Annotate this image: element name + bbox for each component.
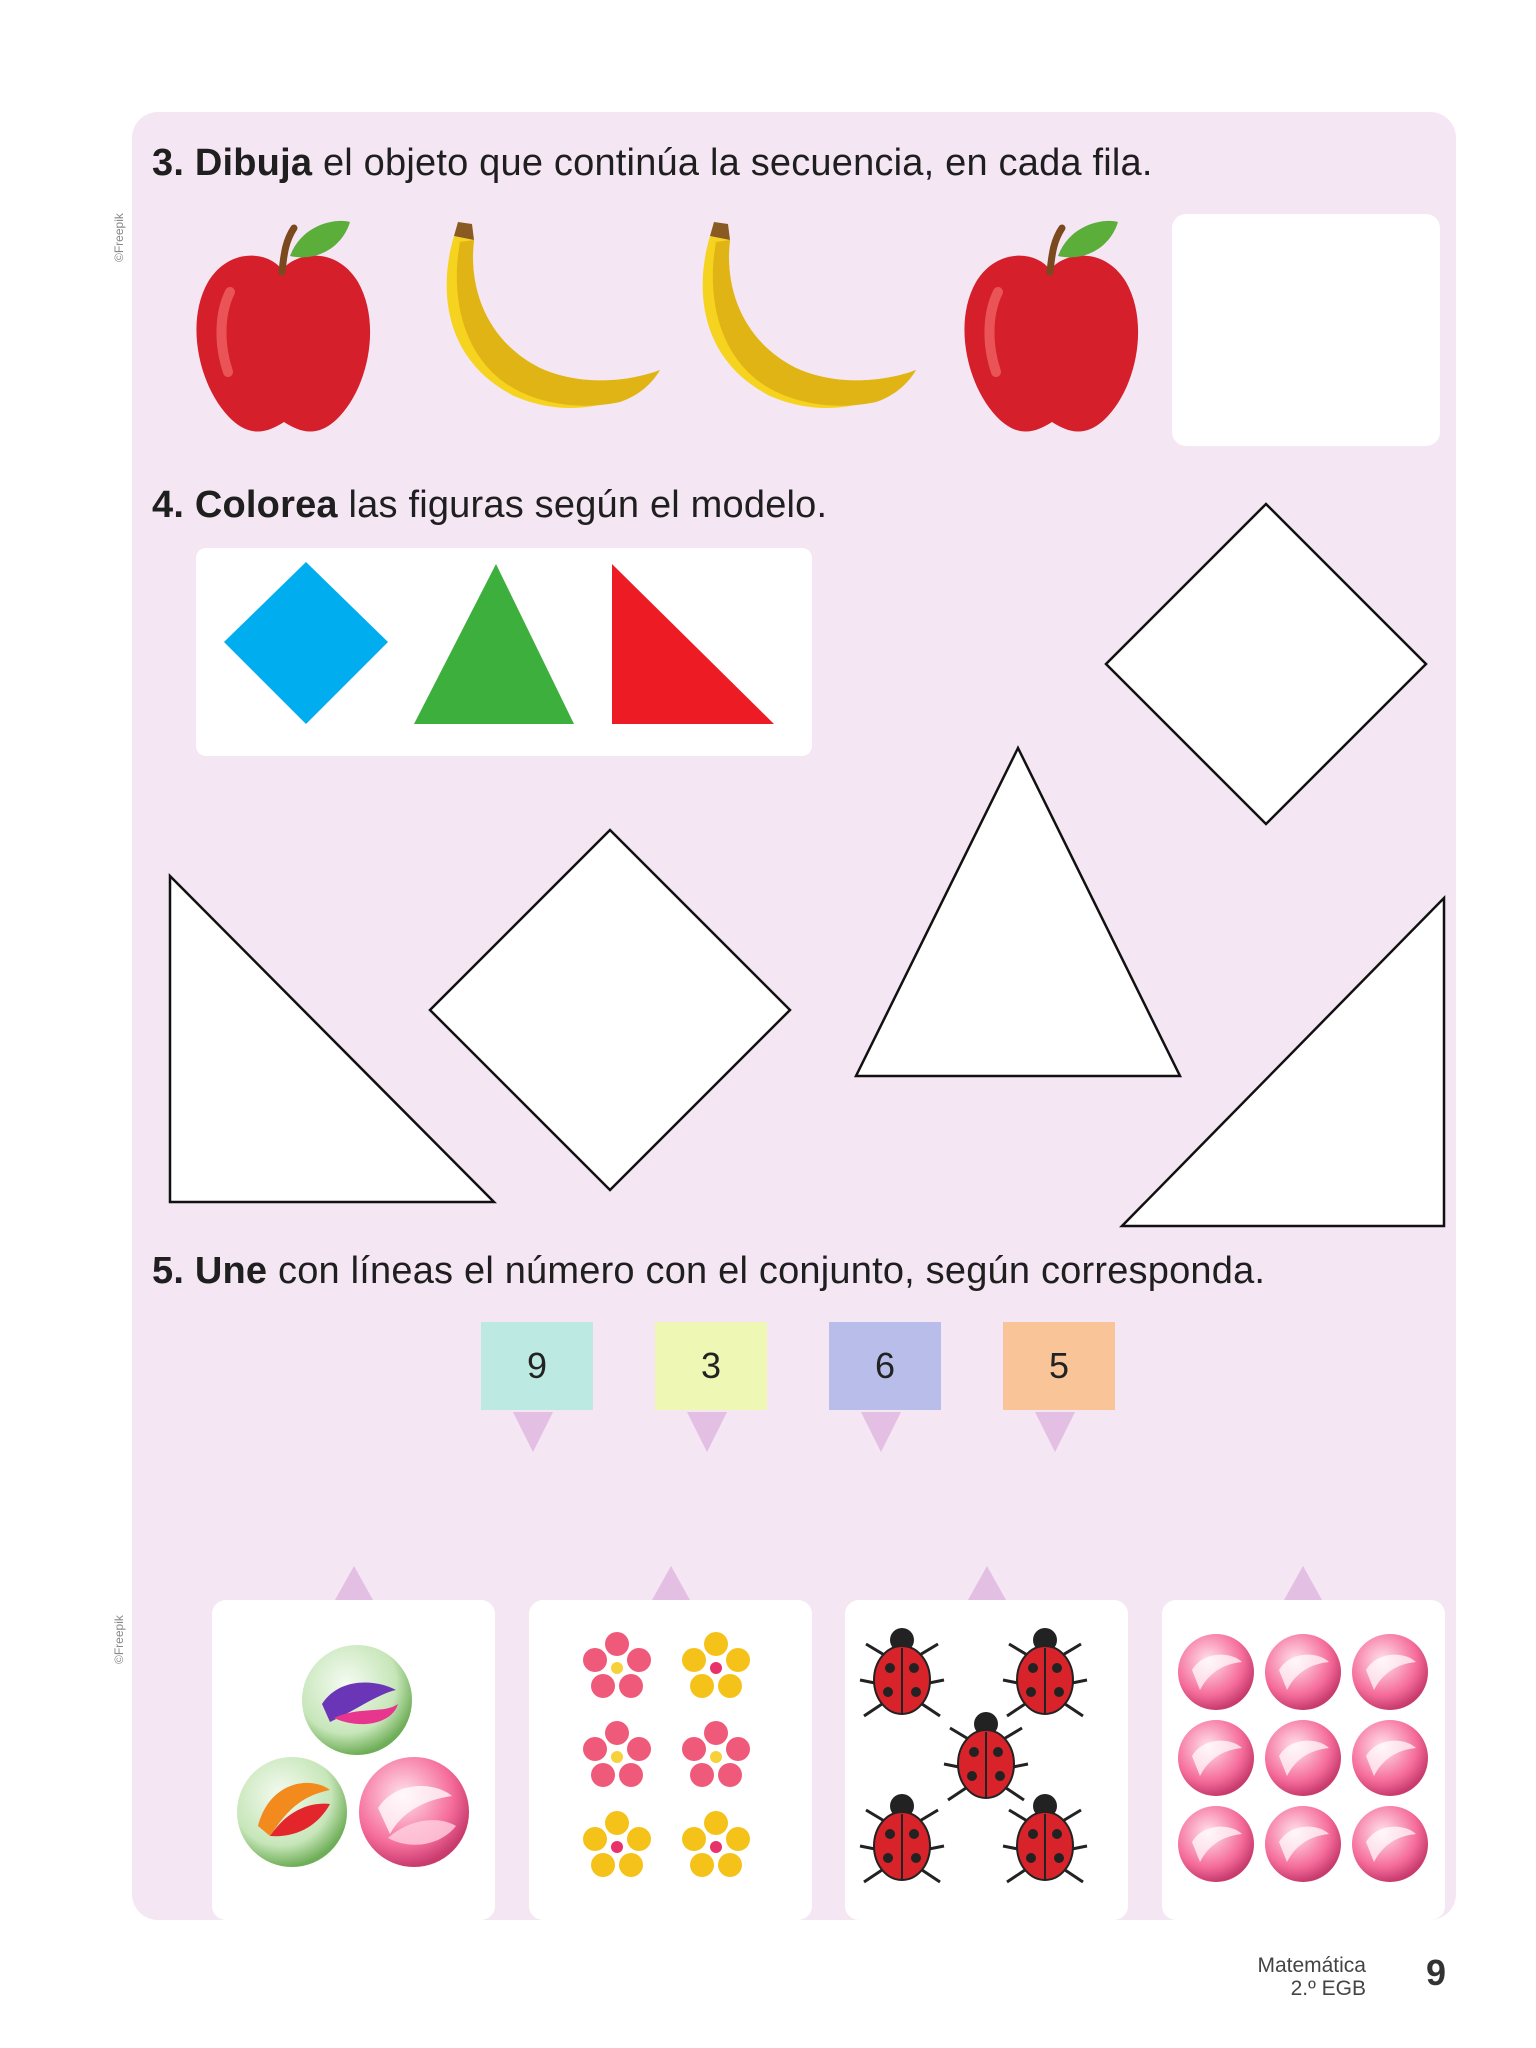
page-number: 9 bbox=[1426, 1952, 1447, 1993]
number-label: 9 bbox=[526, 1345, 548, 1386]
ladybug-icon bbox=[860, 1794, 944, 1882]
exercise-4-verb: Colorea bbox=[194, 484, 338, 526]
marble-icon bbox=[1265, 1634, 1341, 1710]
exercise-3-text: el objeto que continúa la secuencia, en cada fila. bbox=[312, 142, 1153, 184]
marble-icon bbox=[1352, 1720, 1428, 1796]
flower-icon bbox=[682, 1721, 750, 1787]
subject-name: Matemática bbox=[1257, 1954, 1366, 1977]
flower-icon bbox=[682, 1632, 750, 1698]
marble-icon bbox=[1178, 1634, 1254, 1710]
flower-icon bbox=[583, 1632, 651, 1698]
grade-level: 2.º EGB bbox=[1290, 1977, 1366, 2000]
footer-subject bbox=[1257, 1954, 1366, 2000]
exercise-4-text: las figuras según el modelo. bbox=[337, 484, 828, 526]
exercise-5-number: 5. bbox=[152, 1250, 185, 1292]
image-credit-bottom: ©Freepik bbox=[112, 1615, 126, 1664]
exercise-3-number: 3. bbox=[152, 142, 185, 184]
ladybug-icon bbox=[944, 1712, 1028, 1800]
exercise-4-number: 4. bbox=[152, 484, 185, 526]
number-label: 6 bbox=[874, 1345, 896, 1386]
marble-icon bbox=[1352, 1806, 1428, 1882]
marble-icon bbox=[237, 1757, 347, 1867]
exercise-5-text: con líneas el número con el conjunto, según corresponda. bbox=[267, 1250, 1266, 1292]
exercise-3-verb: Dibuja bbox=[194, 142, 313, 184]
flower-icon bbox=[682, 1811, 750, 1877]
ladybug-icon bbox=[1003, 1794, 1087, 1882]
marble-icon bbox=[359, 1757, 469, 1867]
flower-icon bbox=[583, 1721, 651, 1787]
image-credit-top: ©Freepik bbox=[112, 213, 126, 262]
number-label: 5 bbox=[1048, 1345, 1070, 1386]
marble-icon bbox=[1352, 1634, 1428, 1710]
number-label: 3 bbox=[700, 1345, 722, 1386]
marble-icon bbox=[1178, 1720, 1254, 1796]
ladybug-icon bbox=[860, 1628, 944, 1716]
marble-icon bbox=[1265, 1806, 1341, 1882]
marble-icon bbox=[302, 1645, 412, 1755]
exercise-5-verb: Une bbox=[194, 1250, 268, 1292]
flower-icon bbox=[583, 1811, 651, 1877]
marble-icon bbox=[1178, 1806, 1254, 1882]
marble-icon bbox=[1265, 1720, 1341, 1796]
ladybug-icon bbox=[1003, 1628, 1087, 1716]
